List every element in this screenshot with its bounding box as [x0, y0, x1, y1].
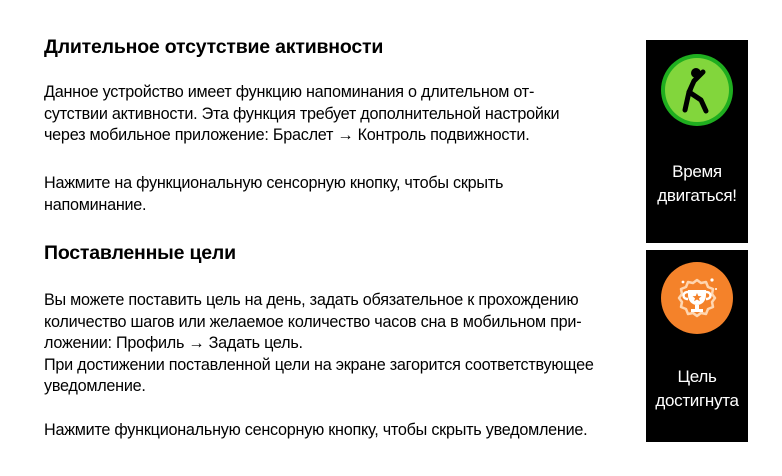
inactivity-dismiss-instruction: Нажмите на функциональную сенсорную кнопку, чтобы скрыть напоминание. [44, 174, 504, 214]
goals-description: Вы можете поставить цель на день, задать обязательное к прохождению количество шагов или желаемое количество часов сна в мобильном при- ложении: Профиль → Задать цель. При достижении поставленной цели на экране загорится соответствующее уведомление. [44, 291, 594, 395]
goals-dismiss-instruction: Нажмите функциональную сенсорную кнопку, чтобы скрыть уведомление. [44, 421, 588, 439]
goal-achieved-text: Цель достигнута [655, 367, 739, 410]
goal-achieved-screen [646, 250, 748, 442]
activity-reminder-text: Время двигаться! [657, 162, 737, 205]
trophy-icon [661, 262, 733, 334]
inactivity-description: Данное устройство имеет функцию напоминания о длительном от- сутствии активности. Эта функция требует дополнительной настройки через мобильное приложение: Браслет → Контроль подвижности. [44, 83, 560, 144]
goals-heading: Поставленные цели [44, 242, 236, 264]
inactivity-heading: Длительное отсутствие активности [44, 36, 384, 58]
stretching-person-icon [661, 54, 733, 126]
activity-reminder-screen [646, 40, 748, 243]
